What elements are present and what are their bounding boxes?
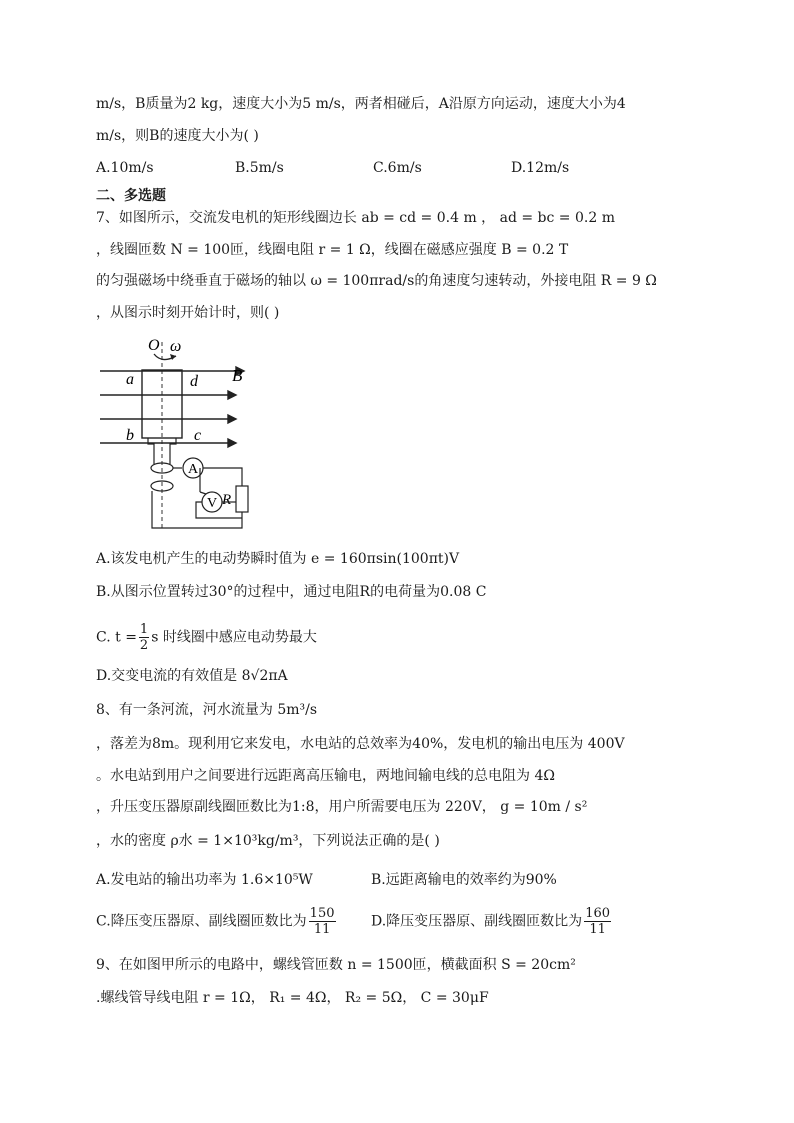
q6-line-2: m/s，则B的速度大小为( ) xyxy=(96,128,259,144)
q8-line-2: ，落差为8m。现利用它来发电，水电站的总效率为40%，发电机的输出电压为 400V xyxy=(96,736,625,752)
corner-label-c: c xyxy=(194,427,202,444)
corner-label-a: a xyxy=(126,371,134,388)
q6-line-1: m/s，B质量为2 kg，速度大小为5 m/s，两者相碰后，A沿原方向运动，速度大小为4 xyxy=(96,96,626,112)
field-label-b: B xyxy=(232,366,243,385)
q7-option-c-denominator: 2 xyxy=(139,638,149,653)
q8-option-d-numerator: 160 xyxy=(585,906,611,921)
corner-label-b: b xyxy=(126,427,134,444)
q7-line-2: ，线圈匝数 N = 100匝，线圈电阻 r = 1 Ω，线圈在磁感应强度 B = 0.2 T xyxy=(96,242,569,258)
q8-option-d-fraction xyxy=(584,906,611,937)
field-lines xyxy=(100,367,244,447)
q8-line-1: 8、有一条河流，河水流量为 5m³/s xyxy=(96,702,318,718)
q7-option-c-prefix: C. t = xyxy=(96,629,137,646)
q8-option-c-denominator: 11 xyxy=(313,922,331,937)
q7-option-b: B.从图示位置转过30°的过程中，通过电阻R的电荷量为0.08 C xyxy=(96,584,487,600)
q8-line-5: ，水的密度 ρ水 = 1×10³kg/m³，下列说法正确的是( ) xyxy=(96,833,440,849)
q6-option-d: D.12m/s xyxy=(511,160,570,176)
q7-option-d: D.交变电流的有效值是 8√2πA xyxy=(96,668,288,684)
q6-option-c: C.6m/s xyxy=(373,160,422,176)
q8-option-c-prefix: C.降压变压器原、副线圈匝数比为 xyxy=(96,913,307,930)
q8-line-3: 。水电站到用户之间要进行远距离高压输电，两地间输电线的总电阻为 4Ω xyxy=(96,768,555,784)
q8-option-c xyxy=(96,906,338,937)
svg-text:V: V xyxy=(207,496,218,511)
q7-option-c-numerator: 1 xyxy=(139,622,149,637)
svg-text:A: A xyxy=(188,462,199,477)
q7-option-c-fraction xyxy=(139,622,149,653)
q7-option-c-suffix: s 时线圈中感应电动势最大 xyxy=(151,629,317,646)
axis-label-o: O xyxy=(148,337,160,354)
q7-line-1: 7、如图所示，交流发电机的矩形线圈边长 ab = cd = 0.4 m ， ad = bc = 0.2 m xyxy=(96,210,615,226)
corner-label-d: d xyxy=(190,373,198,390)
q8-option-d-denominator: 11 xyxy=(589,922,606,937)
generator-circuit-diagram xyxy=(96,334,266,534)
q8-option-c-numerator: 150 xyxy=(309,906,335,921)
omega-label: ω xyxy=(170,338,182,355)
q8-option-d-prefix: D.降压变压器原、副线圈匝数比为 xyxy=(371,913,583,930)
q9-line-1: 9、在如图甲所示的电路中，螺线管匝数 n = 1500匝，横截面积 S = 20cm² xyxy=(96,957,576,973)
q6-option-a: A.10m/s xyxy=(96,160,154,176)
q7-line-4: ，从图示时刻开始计时，则( ) xyxy=(96,305,280,321)
resistor-r xyxy=(236,486,248,512)
q8-option-d xyxy=(371,906,613,937)
q8-option-b: B.远距离输电的效率约为90% xyxy=(371,872,557,888)
section-heading: 二、多选题 xyxy=(96,188,166,204)
q7-option-a: A.该发电机产生的电动势瞬时值为 e = 160πsin(100πt)V xyxy=(96,551,460,567)
q6-option-b: B.5m/s xyxy=(235,160,284,176)
q8-option-a: A.发电站的输出功率为 1.6×10⁵W xyxy=(96,872,313,888)
q7-option-c xyxy=(96,622,317,653)
resistor-label: R xyxy=(222,492,232,508)
q9-line-2: .螺线管导线电阻 r = 1Ω， R₁ = 4Ω， R₂ = 5Ω， C = 30μF xyxy=(96,990,489,1006)
q8-option-c-fraction xyxy=(309,906,336,937)
q7-line-3: 的匀强磁场中绕垂直于磁场的轴以 ω = 100πrad/s的角速度匀速转动，外接电阻 R = 9 Ω xyxy=(96,273,657,289)
q8-line-4: ，升压变压器原副线圈匝数比为1:8，用户所需要电压为 220V， g = 10m / s² xyxy=(96,799,588,815)
